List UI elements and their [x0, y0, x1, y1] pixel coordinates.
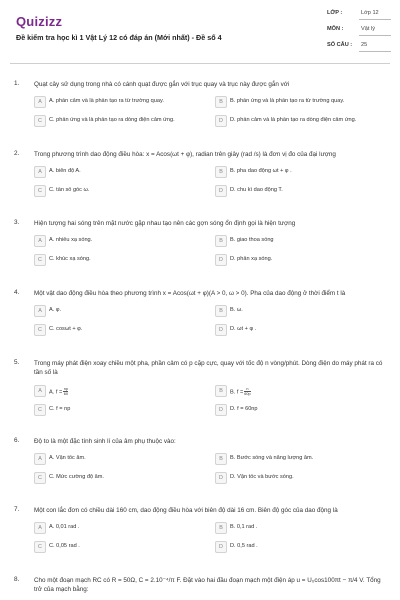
answer-option[interactable] — [215, 185, 387, 197]
option-label: A. 0,01 rad . — [49, 524, 80, 530]
option-letter-badge: D — [215, 404, 227, 416]
option-letter-badge: D — [215, 185, 227, 197]
question-number: 6. — [14, 437, 20, 444]
answer-option[interactable] — [34, 324, 206, 336]
answer-option[interactable] — [34, 166, 206, 178]
option-label: B. phần ứng và là phần tạo ra từ trường quay. — [230, 98, 345, 104]
option-text — [49, 168, 205, 174]
option-text — [230, 117, 386, 123]
option-text — [49, 307, 205, 313]
answer-option[interactable] — [215, 522, 387, 534]
option-label: B. Bước sóng và năng lượng âm. — [230, 455, 314, 461]
option-label: A. φ. — [49, 307, 62, 313]
question-number: 5. — [14, 359, 20, 366]
option-label: D. f = 60np — [230, 406, 258, 412]
subject-underline — [359, 35, 391, 36]
option-letter-badge: B — [215, 305, 227, 317]
answer-option[interactable] — [34, 522, 206, 534]
fraction-denominator: 60 — [63, 392, 68, 397]
option-text — [49, 98, 205, 104]
question-number: 2. — [14, 150, 20, 157]
question-text: Trong máy phát điện xoay chiều một pha, phần cảm có p cặp cực, quay với tốc độ n vòng/phút. Dòng điện do máy phát ra có tần số là — [34, 360, 383, 376]
option-letter-badge: D — [215, 541, 227, 553]
fraction-denominator: 60p — [244, 392, 251, 397]
option-letter-badge: C — [34, 254, 46, 266]
option-text — [230, 387, 386, 397]
option-letter-badge: A — [34, 453, 46, 465]
meta-grade — [327, 10, 391, 24]
option-label: B. ω. — [230, 307, 243, 313]
question-text: Một con lắc đơn có chiều dài 160 cm, dao động điều hòa với biên độ dài 16 cm. Biên độ góc của dao động là — [34, 507, 338, 514]
option-letter-badge: D — [215, 115, 227, 127]
option-label: A. biên độ A. — [49, 168, 81, 174]
question-text: Quạt cây sử dụng trong nhà có cánh quạt được gắn với trục quay và trục này được gắn với — [34, 81, 290, 88]
option-label: A. Vận tốc âm. — [49, 455, 86, 461]
option-letter-badge: A — [34, 522, 46, 534]
header-divider — [10, 63, 390, 64]
option-text — [49, 543, 205, 549]
option-letter-badge: C — [34, 404, 46, 416]
option-text — [230, 307, 386, 313]
grade-label: LỚP : — [327, 10, 343, 16]
option-text — [49, 406, 205, 412]
option-label: C. tần số góc ω. — [49, 187, 90, 193]
option-text — [230, 455, 386, 461]
question-number: 8. — [14, 576, 20, 583]
answer-option[interactable] — [34, 115, 206, 127]
option-text — [230, 98, 386, 104]
question-text: Trong phương trình dao động điều hòa: x = Acos(ωt + φ), radian trên giây (rad /s) là đơn vị đo của đại lượng — [34, 151, 336, 158]
answer-option[interactable] — [34, 185, 206, 197]
option-text — [230, 256, 386, 262]
option-label: D. chu kì dao động T. — [230, 187, 283, 193]
option-text — [49, 117, 205, 123]
option-label: D. 0,5 rad . — [230, 543, 258, 549]
answer-option[interactable] — [34, 472, 206, 484]
option-label: B. f = — [230, 389, 244, 396]
option-text — [49, 387, 205, 397]
option-letter-badge: D — [215, 324, 227, 336]
option-text — [230, 326, 386, 332]
option-letter-badge: A — [34, 305, 46, 317]
option-letter-badge: B — [215, 385, 227, 397]
option-letter-badge: B — [215, 235, 227, 247]
option-label: D. phần cảm và là phần tạo ra dòng điện cảm ứng. — [230, 117, 357, 123]
option-label: D. ωt + φ . — [230, 326, 257, 332]
option-letter-badge: B — [215, 453, 227, 465]
option-letter-badge: B — [215, 96, 227, 108]
option-text — [230, 168, 386, 174]
option-text — [49, 455, 205, 461]
fraction-numerator: n — [244, 387, 250, 392]
option-label: B. giao thoa sóng — [230, 237, 274, 243]
option-letter-badge: A — [34, 166, 46, 178]
option-letter-badge: B — [215, 166, 227, 178]
meta-count — [327, 42, 391, 56]
option-label: C. khúc xạ sóng. — [49, 256, 91, 262]
answer-option[interactable] — [215, 453, 387, 465]
fraction — [63, 387, 68, 397]
answer-option[interactable] — [215, 324, 387, 336]
option-label: D. phản xạ sóng. — [230, 256, 273, 262]
answer-option[interactable] — [34, 235, 206, 247]
answer-option[interactable] — [215, 235, 387, 247]
answer-option[interactable] — [215, 96, 387, 108]
option-label: A. f = — [49, 389, 63, 396]
option-letter-badge: C — [34, 541, 46, 553]
answer-option[interactable] — [215, 385, 387, 397]
question-text: Hiện tượng hai sóng trên mặt nước gặp nhau tạo nên các gợn sóng ổn định gọi là hiện tượng — [34, 220, 296, 227]
quizizz-logo: Quizizz — [16, 14, 63, 29]
option-label: C. 0,05 rad . — [49, 543, 80, 549]
option-letter-badge: A — [34, 385, 46, 397]
worksheet-header — [0, 0, 400, 62]
option-text — [49, 524, 205, 530]
count-underline — [359, 51, 391, 52]
option-text — [49, 187, 205, 193]
answer-option[interactable] — [34, 541, 206, 553]
option-text — [49, 326, 205, 332]
subject-value: Vật lý — [361, 26, 375, 32]
option-label: A. nhiễu xạ sóng. — [49, 237, 93, 243]
option-text — [49, 474, 205, 480]
meta-subject — [327, 26, 391, 40]
answer-option[interactable] — [215, 254, 387, 266]
question-text: Một vật dao động điều hòa theo phương trình x = Acos(ωt + φ)(A > 0, ω > 0). Pha của dao động ở thời điểm t là — [34, 290, 346, 297]
answer-option[interactable] — [34, 96, 206, 108]
page-title: Đề kiểm tra học kì 1 Vật Lý 12 có đáp án (Mới nhất) - Đề số 4 — [16, 33, 222, 42]
answer-option[interactable] — [215, 115, 387, 127]
option-letter-badge: D — [215, 472, 227, 484]
option-label: C. Mức cường độ âm. — [49, 474, 104, 480]
answer-option[interactable] — [34, 254, 206, 266]
grade-value: Lớp 12 — [361, 10, 379, 16]
question-number: 3. — [14, 219, 20, 226]
option-text — [230, 524, 386, 530]
answer-option[interactable] — [215, 404, 387, 416]
answer-option[interactable] — [34, 404, 206, 416]
answer-option[interactable] — [215, 166, 387, 178]
answer-option[interactable] — [34, 453, 206, 465]
grade-underline — [359, 19, 391, 20]
option-text — [49, 256, 205, 262]
fraction — [244, 387, 250, 397]
option-letter-badge: C — [34, 115, 46, 127]
answer-option[interactable] — [34, 385, 206, 397]
option-label: B. 0,1 rad . — [230, 524, 258, 530]
question-text: Độ to là một đặc tính sinh lí của âm phụ thuộc vào: — [34, 438, 176, 445]
option-letter-badge: C — [34, 472, 46, 484]
answer-option[interactable] — [215, 305, 387, 317]
question-number: 1. — [14, 80, 20, 87]
option-letter-badge: D — [215, 254, 227, 266]
option-text — [230, 543, 386, 549]
option-label: D. Vận tốc và bước sóng. — [230, 474, 294, 480]
option-text — [230, 474, 386, 480]
option-letter-badge: A — [34, 235, 46, 247]
option-label: C. cosωt + φ. — [49, 326, 83, 332]
option-letter-badge: B — [215, 522, 227, 534]
option-label: A. phần cảm và là phần tạo ra từ trường quay. — [49, 98, 164, 104]
option-letter-badge: A — [34, 96, 46, 108]
option-text — [230, 237, 386, 243]
option-label: C. phần ứng và là phần tạo ra dòng điện cảm ứng. — [49, 117, 175, 123]
count-label: SỐ CÂU : — [327, 42, 353, 48]
question-number: 7. — [14, 506, 20, 513]
option-text — [230, 187, 386, 193]
question-text: Cho một đoạn mạch RC có R = 50Ω, C = 2.10⁻⁴/π F. Đặt vào hai đầu đoạn mạch một điện áp u = U₀cos100πt − π/4 V. Tổng trở của mạch bằng: — [34, 577, 381, 593]
answer-option[interactable] — [215, 472, 387, 484]
option-label: B. pha dao động ωt + φ . — [230, 168, 292, 174]
option-text — [230, 406, 386, 412]
answer-option[interactable] — [34, 305, 206, 317]
option-text — [49, 237, 205, 243]
fraction-numerator: np — [63, 387, 68, 391]
subject-label: MÔN : — [327, 26, 344, 32]
question-number: 4. — [14, 289, 20, 296]
option-letter-badge: C — [34, 185, 46, 197]
answer-option[interactable] — [215, 541, 387, 553]
option-letter-badge: C — [34, 324, 46, 336]
option-label: C. f = np — [49, 406, 71, 412]
count-value: 25 — [361, 42, 368, 48]
